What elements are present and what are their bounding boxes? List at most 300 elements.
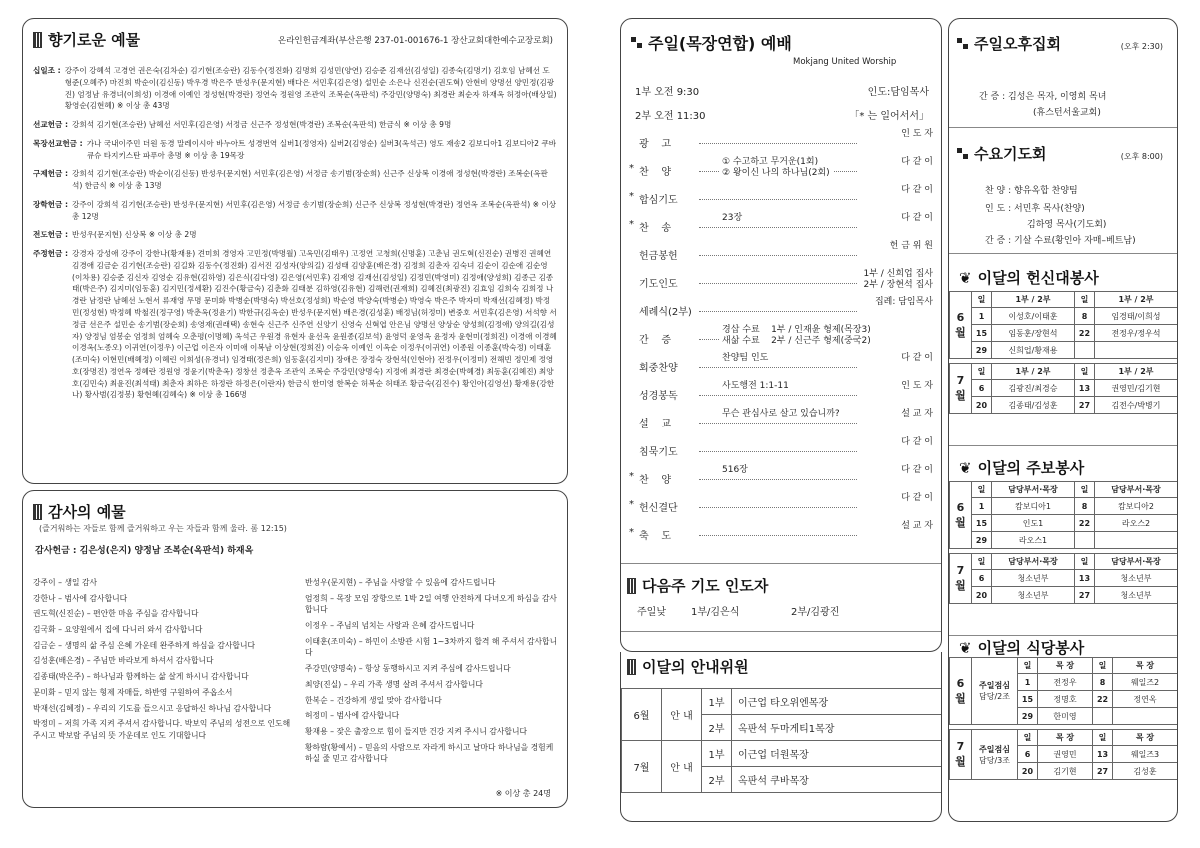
- afternoon-line-1: 간 증 : 김성은 목자, 이영희 목녀: [979, 92, 1107, 102]
- header-cell: 목 장: [1038, 730, 1093, 746]
- order-row: [621, 463, 941, 491]
- table-cell: [1093, 708, 1113, 725]
- offering-label: 주정헌금 :: [33, 249, 69, 259]
- offering-label: 전도헌금 :: [33, 230, 69, 240]
- table-row: [950, 515, 1178, 532]
- table-cell: 캄보디아2: [1095, 498, 1178, 515]
- guides-part: 2부: [702, 715, 732, 741]
- order-responsible: 1부 / 신희업 집사 2부 / 장현석 집사: [860, 269, 933, 291]
- header-cell: 담당부서·목장: [1095, 482, 1178, 498]
- month-label: 6월: [950, 658, 972, 725]
- table-cell: 6: [972, 380, 992, 397]
- header-cell: 담당부서·목장: [992, 482, 1075, 498]
- thanks-item: 주강민(양명숙) – 항상 동행하시고 지켜 주심에 감사드립니다: [305, 664, 511, 674]
- offering-label: 선교헌금 :: [33, 120, 69, 130]
- table-cell: 8: [1075, 308, 1095, 325]
- order-detail: 경삽 수료 1부 / 인재윤 형제(목장3) 새삶 수료 2부 / 신근주 형제(중국2): [719, 325, 874, 347]
- order-leader: [699, 143, 857, 144]
- month-label: 6월: [950, 292, 972, 359]
- order-name: 합심기도: [639, 195, 678, 206]
- order-responsible: 다 같 이: [898, 437, 933, 448]
- order-row: [621, 407, 941, 435]
- guides-name: 옥판석 두마게티1목장: [732, 715, 942, 741]
- table-cell: 전정우: [1038, 674, 1093, 691]
- worship-title: 주일(목장연합) 예배: [631, 31, 792, 54]
- afternoon-title: 주일오후집회: [957, 33, 1061, 54]
- table-row: [950, 308, 1178, 325]
- order-leader: [699, 451, 857, 452]
- order-row: [621, 491, 941, 519]
- kitchen-tables: [949, 657, 1178, 784]
- order-row: [621, 295, 941, 323]
- order-name: 헌금봉헌: [639, 251, 678, 262]
- order-leader: [699, 507, 857, 508]
- wednesday-line-1: 찬 양 : 향유옥합 찬양팀: [985, 186, 1078, 196]
- offering-section: [33, 138, 557, 162]
- table-cell: 캄보디아1: [992, 498, 1075, 515]
- devotion-title: ❦ 이달의 헌신대봉사: [959, 268, 1099, 287]
- offering-section: [33, 248, 557, 401]
- table-cell: 권영민: [1038, 746, 1093, 763]
- header-cell: 1부 / 2부: [992, 364, 1075, 380]
- section-mark-icon: [627, 659, 636, 675]
- header-cell: 일: [1075, 364, 1095, 380]
- order-row: [621, 211, 941, 239]
- guides-month: 7월: [622, 741, 662, 793]
- order-leader: [699, 423, 857, 424]
- table-row: [950, 587, 1178, 604]
- guides-part: 2부: [702, 767, 732, 793]
- offering-names: 강경자 강성애 강주이 강한나(황재용) 견미희 경영자 고민정(박명월) 고옥민(김태우) 고정연 고청희(신명훈) 고춘님 권도혁(신진순) 권병진 권혜연 김경애 김금순 김기현(조승란) 김길화 김동수(정진화) 김서진 김성자(양의길) 김성태 김양훈(배은경) 김정희 김춘자 김숙녀 김순이 김순애 김순영(이차용) 김승준 김신자 김영순 김유현(김하영) 김은식(김다영) 김은영(서민후) 김재영 김재선(김성일) 김정민(박영미) 김정애(양성희) 김종근 김종태(박은주) 김지미(임동훈) 김지민(정세환) 김진수(황금숙) 김춘화 김태분 김하영(김유현) 김해련(권재희) 김혜진(최광진) 김효임 김희숙 김희정 나경란 남정란 남혜선 노현서 류재영 무명 문미화 박병순(박명숙) 박선호(정성희) 박순영 박양숙(박병순) 박영숙 박은주 박자미 박재선(김혜정) 박정민(정성현) 박정혜 박철진(정구영) 박춘옥(정윤기) 박한규(김옥순) 반성우(문지현) 배은경(김성훈) 배정님(허정미) 변중호 서민후(김은영) 서석향 서정금 선은주 설민순 송기범(장순희) 송영재(권래택) 송현숙 신근주 신주연 신양기 신영숙 신혁엽 안은님 양명선 양상순 양성희(김정애) 양의길(김성자) 양정님 엄봉순 엄정희 엄혜숙 오춘평(이명혜) 옥석근 우원경 유현자 윤선옥 윤원종(김보석) 윤영덕 윤영옥 윤정자 윤현미(정희진) 이경애 이경혜 이경옥(노종오) 이귀연(이정우) 이근업 이은자 이미애 이복남 이상현(정희진) 이승옥 이예인 이옥순 이정우(이귀연) 이종원 이종훈(박숙정) 이태훈(조미숙) 이현민(배혜정) 이혜린 이희성(유경녀) 임경태(정은희) 임동훈(김지미) 장애은 장정숙 장현석(인현아) 전정우(이정미) 전해빈 정민제 정영호(장명진) 정연옥 정혜란 정원영 정윤기(박춘옥) 정창선 정춘옥 조관익 조복순 주강민(양명숙) 지정애 최경란 최경순(박혜경) 최동훈(김혜진) 최양호(김민숙) 최윤진(최석태) 최춘자 최하은 하정란 하정은(이란자) 한금식 한미영 한복순 허복순 허태조 황금숙(김진수) 황인아(김영선) 황재용(강한나) 황사범(김정봉) 황현혜(김혜숙) ※ 이상 총 166명: [72, 249, 557, 400]
- table-cell: 29: [972, 342, 992, 359]
- order-star: *: [629, 219, 634, 230]
- order-responsible: 설 교 자: [898, 409, 933, 420]
- order-leader: [699, 535, 857, 536]
- order-row: [621, 379, 941, 407]
- order-name: 침묵기도: [639, 447, 678, 458]
- offering-label: 십일조 :: [33, 66, 61, 75]
- table-cell: 한미영: [1038, 708, 1093, 725]
- order-star: *: [629, 163, 634, 174]
- guides-part: 1부: [702, 741, 732, 767]
- section-mark-icon: [33, 504, 42, 520]
- table-cell: 김광진/최경승: [992, 380, 1075, 397]
- table-cell: 6: [1018, 746, 1038, 763]
- header-cell: 일: [1075, 292, 1095, 308]
- table-cell: 이성호/이태훈: [992, 308, 1075, 325]
- table-row: [950, 397, 1178, 414]
- meal-label-main: 주일점심: [979, 681, 1010, 690]
- table-cell: [1095, 532, 1178, 549]
- service-leader: 인도:담임목사: [867, 87, 929, 98]
- header-cell: 1부 / 2부: [1095, 292, 1178, 308]
- header-cell: 1부 / 2부: [1095, 364, 1178, 380]
- order-leader: [699, 255, 857, 256]
- table-cell: 김종태/김성훈: [992, 397, 1075, 414]
- table-cell: 권영민/김기현: [1095, 380, 1178, 397]
- thanks-item: 한복순 – 건강하게 생일 맞아 감사합니다: [305, 695, 442, 705]
- order-star: *: [629, 499, 634, 510]
- order-responsible: 다 같 이: [898, 157, 933, 168]
- wednesday-time: (오후 8:00): [1120, 152, 1163, 161]
- order-name: 성경봉독: [639, 391, 678, 402]
- thanks-item: 반성우(문지현) – 주님을 사랑할 수 있음에 감사드립니다: [305, 578, 496, 587]
- order-responsible: 집례: 담임목사: [872, 297, 933, 308]
- thanks-verse: (즐거워하는 자들로 함께 즐거워하고 우는 자들과 함께 울라. 롬 12:15): [39, 524, 287, 533]
- header-cell: 1부 / 2부: [992, 292, 1075, 308]
- worship-subtitle: Mokjang United Worship: [793, 57, 897, 67]
- next-prayer-first: 1부/김은식: [691, 607, 740, 618]
- order-row: [621, 127, 941, 155]
- thanks-item: 김성훈(배은경) – 주님만 바라보게 하셔서 감사합니다: [33, 656, 214, 666]
- table-cell: 22: [1075, 515, 1095, 532]
- thanks-column-1: [33, 577, 295, 746]
- divider: [949, 253, 1177, 254]
- table-cell: [1095, 342, 1178, 359]
- table-cell: 8: [1093, 674, 1113, 691]
- table-cell: 라오스2: [1095, 515, 1178, 532]
- kitchen-table: [949, 657, 1178, 725]
- next-prayer-second: 2부/김광진: [791, 607, 840, 618]
- table-cell: 13: [1075, 380, 1095, 397]
- table-row: [950, 325, 1178, 342]
- order-row: [621, 435, 941, 463]
- table-cell: 13: [1093, 746, 1113, 763]
- afternoon-line-2: (휴스턴서울교회): [1033, 108, 1101, 118]
- offering-names: 가나 국내이주민 더원 동경 말레이시아 바누아트 성경번역 실버1(정영자) 실버2(김영순) 실버3(옥석근) 영도 재송2 김보디아1 김보디아2 쿠바 큐슈 타지키스탄 파푸아 총명 ※ 이상 총 19목장: [86, 138, 557, 160]
- service-time-2: 2부 오전 11:30: [635, 111, 706, 122]
- afternoon-time: (오후 2:30): [1120, 42, 1163, 51]
- offering-names: 강희석 김기현(조승란) 박순이(김신동) 반성우(문지현) 서민후(김은영) 서정금 송기범(장순희) 신근주 신상복 이경애 정성현(박경란) 조복순(옥판석) 한금식 ※ 이상 총 13명: [72, 169, 548, 191]
- table-cell: 청소년부: [1095, 570, 1178, 587]
- meal-label-sub: 담당/2조: [979, 692, 1010, 701]
- order-responsible: 인 도 자: [898, 381, 933, 392]
- order-row: [621, 239, 941, 267]
- order-leader: [699, 367, 857, 368]
- header-cell: 일: [1075, 482, 1095, 498]
- guides-role: 안 내: [662, 689, 702, 741]
- table-cell: 29: [972, 532, 992, 549]
- month-label: 7월: [950, 730, 972, 780]
- offering-section: [33, 168, 557, 192]
- order-leader: [699, 395, 857, 396]
- table-cell: 20: [1018, 763, 1038, 780]
- kitchen-title: ❦ 이달의 식당봉사: [959, 638, 1085, 657]
- offering-names: 강주이 강혜석 고경연 권은숙(김차순) 김기현(조승란) 김동수(정진화) 김명희 김성민(양연) 김승준 김재선(김성일) 김종숙(김명기) 김호임 남혜선 도형준(오혜주) 마진희 박순이(김신동) 박우경 박은주 반성우(문지현) 배다은 서민후(김은영) 설민순 소은나 신진순(권도혁) 안현비 양명선 양민정(김광진) 엄정남 유경녀(이희성) 이경애 이예인 정성현(박경란) 정연숙 정원영 조관익 조복순(옥판석) 주강민(양명숙) 최경란 최순자 하재옥 허정아(배상일) 황영순(김현혜) ※ 이상 총 43명: [64, 66, 557, 111]
- schedule-panel: [948, 18, 1178, 822]
- table-cell: 15: [972, 515, 992, 532]
- divider: [949, 127, 1177, 128]
- next-prayer-title: 다음주 기도 인도자: [627, 575, 768, 596]
- table-cell: 임경태/이희성: [1095, 308, 1178, 325]
- table-cell: 청소년부: [1095, 587, 1178, 604]
- guides-name: 이근업 더원목장: [732, 741, 942, 767]
- offering-section: [33, 119, 557, 131]
- order-responsible: 다 같 이: [898, 353, 933, 364]
- meal-label: [972, 730, 1018, 780]
- order-name: 광 고: [639, 139, 672, 150]
- thanks-item: 강주이 – 생일 감사: [33, 578, 98, 587]
- header-cell: 일: [1093, 730, 1113, 746]
- wednesday-line-3: 김하영 목사(기도회): [1027, 220, 1107, 230]
- guides-role: 안 내: [662, 741, 702, 793]
- header-cell: 목 장: [1113, 658, 1178, 674]
- thanks-item: 엄정희 – 목장 모임 장향으로 1박 2일 여행 안전하게 다녀오게 하심을 감사합니다: [305, 593, 557, 615]
- table-header: [950, 364, 1178, 380]
- thanks-item: 이태훈(조미숙) – 하민이 소방관 시험 1~3차까지 합격 해 주셔서 감사합니다: [305, 636, 558, 658]
- order-leader: [699, 311, 857, 312]
- order-name: 헌신결단: [639, 503, 678, 514]
- header-cell: 일: [972, 292, 992, 308]
- standing-note: 「* 는 일어서서」: [849, 111, 929, 122]
- table-cell: 정연옥: [1113, 691, 1178, 708]
- month-label: 7월: [950, 554, 972, 604]
- leaf-icon: ❦: [959, 268, 972, 287]
- offering-names: 강주이 강희석 김기현(조승란) 반성우(문지현) 서민후(김은영) 서정금 송기범(장순희) 신근주 신상복 정성현(박경란) 정연옥 조복순(옥판석) ※ 이상 총 12명: [72, 199, 557, 221]
- leaf-icon: ❦: [959, 458, 972, 477]
- month-label: 7월: [950, 364, 972, 414]
- thanks-item: 이정우 – 주님의 넘치는 사랑과 은혜 감사드립니다: [305, 621, 475, 631]
- divider: [949, 635, 1177, 636]
- bulletin-tables: [949, 481, 1178, 608]
- offering-label: 목장선교헌금 :: [33, 138, 83, 148]
- wednesday-title: 수요기도회: [957, 143, 1046, 164]
- order-detail: 23장: [719, 213, 745, 224]
- guides-month: 6월: [622, 689, 662, 741]
- offering-account: 온라인헌금계좌(부산은행 237-01-001676-1 장산교회대한예수교장로회): [278, 36, 553, 46]
- order-name: 기도인도: [639, 279, 678, 290]
- divider: [621, 631, 941, 632]
- offering-names: 반성우(문지현) 신상복 ※ 이상 총 2명: [72, 230, 197, 240]
- order-leader: [699, 199, 857, 200]
- order-row: [621, 519, 941, 547]
- table-cell: 1: [972, 308, 992, 325]
- table-cell: 22: [1075, 325, 1095, 342]
- offering-title: 향기로운 예물: [33, 29, 140, 50]
- thanks-item: 김종태(박은주) – 하나님과 함께하는 삶 살게 하시니 감사합니다: [33, 672, 249, 682]
- month-label: 6월: [950, 482, 972, 549]
- table-header: [950, 482, 1178, 498]
- order-row: [621, 155, 941, 183]
- guides-title: 이달의 안내위원: [627, 656, 749, 677]
- header-cell: 일: [972, 482, 992, 498]
- thanks-item: 황재용 – 잦은 출장으로 힘이 들지만 건강 지켜 주시니 감사합니다: [305, 726, 528, 736]
- table-cell: 김전수/박병기: [1095, 397, 1178, 414]
- worship-panel: [620, 18, 942, 652]
- thanks-column-2: [305, 577, 561, 769]
- table-cell: [1075, 342, 1095, 359]
- devotion-table: [949, 363, 1178, 414]
- table-cell: 27: [1075, 397, 1095, 414]
- order-star: *: [629, 527, 634, 538]
- order-responsible: 다 같 이: [898, 493, 933, 504]
- guides-row: [622, 741, 942, 767]
- header-cell: 일: [972, 364, 992, 380]
- table-cell: 1: [1018, 674, 1038, 691]
- order-leader: [699, 227, 857, 228]
- order-name: 세례식(2부): [639, 307, 692, 318]
- thanks-item: 김국화 – 요양원에서 집에 다니러 와서 감사합니다: [33, 625, 203, 635]
- header-cell: 일: [1018, 658, 1038, 674]
- order-responsible: 인 도 자: [898, 129, 933, 140]
- table-cell: 라오스1: [992, 532, 1075, 549]
- worship-order: [621, 127, 941, 547]
- order-responsible: 설 교 자: [898, 521, 933, 532]
- leaf-icon: ❦: [959, 638, 972, 657]
- bulletin-table: [949, 481, 1178, 549]
- devotion-tables: [949, 291, 1178, 418]
- guides-name: 이근업 타오위엔목장: [732, 689, 942, 715]
- header-cell: 일: [1075, 554, 1095, 570]
- thanks-title: 감사의 예물: [33, 501, 126, 522]
- table-cell: 20: [972, 397, 992, 414]
- wednesday-line-4: 간 증 : 기살 수료(황인아 자매–베트남): [985, 236, 1136, 246]
- order-name: 찬 송: [639, 223, 672, 234]
- offering-label: 구제헌금 :: [33, 169, 69, 179]
- table-cell: 27: [1075, 587, 1095, 604]
- header-cell: 일: [972, 554, 992, 570]
- order-name: 찬 양: [639, 475, 672, 486]
- table-cell: 청소년부: [992, 587, 1075, 604]
- table-cell: 27: [1093, 763, 1113, 780]
- table-row: [950, 498, 1178, 515]
- bulletin-table: [949, 553, 1178, 604]
- table-cell: 청소년부: [992, 570, 1075, 587]
- order-responsible: 다 같 이: [898, 185, 933, 196]
- order-detail: 무슨 관심사로 살고 있습니까?: [719, 409, 843, 420]
- wednesday-line-2: 인 도 : 서민후 목사(찬양): [985, 204, 1085, 214]
- table-cell: 전정우/정우석: [1095, 325, 1178, 342]
- order-star: *: [629, 471, 634, 482]
- table-row: [950, 570, 1178, 587]
- table-header: [950, 554, 1178, 570]
- meal-label: [972, 658, 1018, 725]
- table-cell: [1075, 532, 1095, 549]
- thanks-summary: 감사헌금 : 김은성(은지) 양정남 조복순(옥판석) 하재옥: [35, 546, 254, 556]
- thanks-panel: [22, 490, 568, 808]
- kitchen-table: [949, 729, 1178, 780]
- order-detail: 사도행전 1:1-11: [719, 381, 792, 392]
- order-detail: 찬양팀 인도: [719, 353, 771, 364]
- cubes-icon: [957, 38, 968, 49]
- cubes-icon: [631, 37, 642, 48]
- bulletin-title: ❦ 이달의 주보봉사: [959, 458, 1085, 477]
- guides-part: 1부: [702, 689, 732, 715]
- offering-panel: [22, 18, 568, 484]
- offering-names: 강희석 김기현(조승란) 남혜선 서민후(김은영) 서정금 신근주 정성현(박경란) 조복순(옥판석) 한금식 ※ 이상 총 9명: [72, 120, 452, 130]
- thanks-item: 김금순 – 생명의 삶 주심 은혜 가운데 완주하게 하심을 감사합니다: [33, 640, 256, 650]
- order-leader: [699, 479, 857, 480]
- order-leader: [699, 283, 857, 284]
- header-cell: 목 장: [1113, 730, 1178, 746]
- divider: [949, 445, 1177, 446]
- order-name: 찬 양: [639, 167, 672, 178]
- table-header: [950, 658, 1178, 674]
- order-name: 축 도: [639, 531, 672, 542]
- table-cell: 정명호: [1038, 691, 1093, 708]
- order-row: [621, 267, 941, 295]
- offering-section: [33, 229, 557, 241]
- thanks-item: 권도혁(신진순) – 편안한 마음 주심을 감사합니다: [33, 609, 199, 619]
- section-mark-icon: [33, 32, 42, 48]
- thanks-item: 최양(진실) – 우리 가족 생명 살려 주셔서 감사합니다: [305, 679, 483, 689]
- divider: [621, 563, 941, 564]
- header-cell: 담당부서·목장: [992, 554, 1075, 570]
- order-name: 간 증: [639, 335, 672, 346]
- offering-section: [33, 199, 557, 223]
- offering-section: [33, 65, 557, 112]
- table-cell: 1: [972, 498, 992, 515]
- header-cell: 일: [1018, 730, 1038, 746]
- order-responsible: 헌 금 위 원: [887, 241, 933, 252]
- thanks-item: 허정미 – 범사에 감사합니다: [305, 711, 400, 721]
- order-row: [621, 183, 941, 211]
- thanks-count: ※ 이상 총 24명: [495, 789, 551, 798]
- table-cell: 김성훈: [1113, 763, 1178, 780]
- guides-panel: [620, 652, 942, 822]
- table-cell: 13: [1075, 570, 1095, 587]
- thanks-item: 박재선(김혜정) – 우리의 기도를 들으시고 응답하신 하나님 감사합니다: [33, 703, 272, 713]
- next-prayer-label: 주일낮: [637, 607, 666, 618]
- table-cell: [1113, 708, 1178, 725]
- header-cell: 일: [1093, 658, 1113, 674]
- table-cell: 6: [972, 570, 992, 587]
- order-star: *: [629, 191, 634, 202]
- table-cell: 20: [972, 587, 992, 604]
- devotion-table: [949, 291, 1178, 359]
- table-cell: 김기현: [1038, 763, 1093, 780]
- table-cell: 웨일즈2: [1113, 674, 1178, 691]
- table-cell: 임동훈/장현석: [992, 325, 1075, 342]
- table-cell: 15: [972, 325, 992, 342]
- table-cell: 29: [1018, 708, 1038, 725]
- table-cell: 신희업/황재용: [992, 342, 1075, 359]
- offering-sections: [33, 65, 557, 408]
- table-cell: 인도1: [992, 515, 1075, 532]
- order-responsible: 다 같 이: [898, 465, 933, 476]
- order-detail: 516장: [719, 465, 751, 476]
- order-name: 회중찬양: [639, 363, 678, 374]
- table-row: [950, 532, 1178, 549]
- table-cell: 22: [1093, 691, 1113, 708]
- section-mark-icon: [627, 578, 636, 594]
- table-cell: 8: [1075, 498, 1095, 515]
- offering-label: 장학헌금 :: [33, 199, 69, 209]
- table-cell: 15: [1018, 691, 1038, 708]
- order-responsible: 다 같 이: [898, 213, 933, 224]
- table-header: [950, 292, 1178, 308]
- order-name: 설 교: [639, 419, 672, 430]
- guides-row: [622, 689, 942, 715]
- meal-label-main: 주일점심: [979, 744, 1010, 754]
- thanks-item: 박정미 – 저희 가족 지켜 주셔서 감사합니다. 박보익 주님의 성전으로 인도해 주시고 박보람 주님의 뜻 가운데로 인도 기대합니다: [33, 719, 291, 740]
- guides-table: [621, 688, 942, 793]
- meal-label-sub: 담당/3조: [979, 755, 1010, 765]
- guides-name: 옥판석 쿠바목장: [732, 767, 942, 793]
- thanks-item: 강한나 – 범사에 감사합니다: [33, 593, 128, 603]
- thanks-item: 황하람(황예서) – 믿음의 사람으로 자라게 하시고 날마다 하나님을 경험케 하실 줄 믿고 감사합니다: [305, 742, 554, 764]
- order-row: [621, 351, 941, 379]
- order-detail: ① 수고하고 무거운(1회) ② 왕이신 나의 하나님(2회): [719, 157, 833, 179]
- thanks-item: 문미화 – 믿지 않는 형제 자매들, 하반영 구원하여 주옵소서: [33, 687, 233, 697]
- service-time-1: 1부 오전 9:30: [635, 87, 700, 98]
- header-cell: 목 장: [1038, 658, 1093, 674]
- table-cell: 웨일즈3: [1113, 746, 1178, 763]
- table-header: [950, 730, 1178, 746]
- table-row: [950, 380, 1178, 397]
- table-row: [950, 342, 1178, 359]
- order-row: [621, 323, 941, 351]
